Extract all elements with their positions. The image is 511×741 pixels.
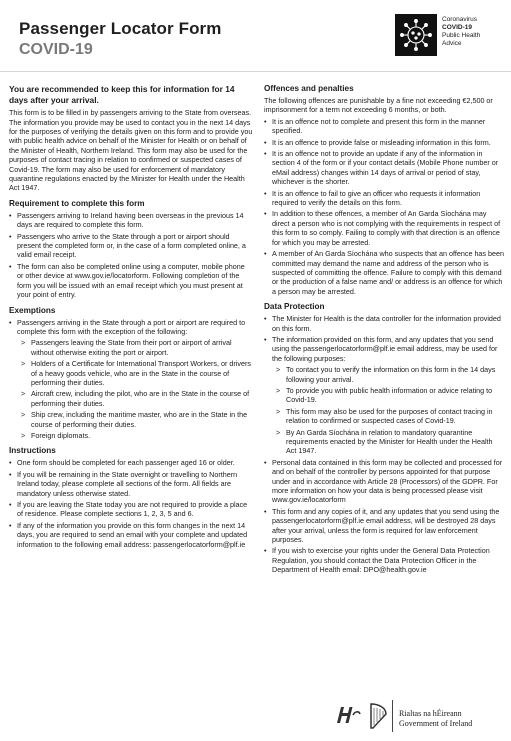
page-footer bbox=[0, 690, 511, 741]
list-item: • If you are leaving the State today you are not required to provide a place of residence. Please complete sections 1, 2, 3, 5 and 6. bbox=[9, 500, 253, 519]
list-item: > To contact you to verify the information on this form in the 14 days following your arrival. bbox=[272, 365, 504, 384]
list-item: • The form can also be completed online using a computer, mobile phone or other device at www.gov.ie/locatorform. Following completion of the form you will be issued with an email receipt which you must present at your point of entry. bbox=[9, 262, 253, 300]
gov-line-english: Government of Ireland bbox=[399, 719, 473, 728]
exemptions-heading: Exemptions bbox=[9, 305, 56, 315]
page-header bbox=[0, 0, 511, 72]
list-item: • It is an offence to fail to give an officer who requests it information required to verify the details on this form. bbox=[264, 189, 504, 208]
logo-line: Advice bbox=[442, 40, 462, 47]
list-item: • It is an offence not to provide an update if any of the information in section 4 of the form or if your contact details (Mobile Phone number or eMail address) changes within 14 days of arrival or period of stay, whichever is the shorter. bbox=[264, 149, 504, 187]
lead-statement: You are recommended to keep this for information for 14 days after your arrival. bbox=[9, 84, 235, 105]
instructions-list bbox=[9, 458, 253, 549]
exemptions-intro: Passengers arriving in the State through a port or airport are required to complete this form with the exception of the following: bbox=[17, 317, 246, 336]
list-item: • In addition to these offences, a member of An Garda Síochána may direct a person who is not complying with the requirements in respect of this form to so comply. Failing to comply with that direction is an offence for which you may be arrested. bbox=[264, 209, 504, 247]
list-item: > Foreign diplomats. bbox=[17, 431, 253, 440]
offences-heading: Offences and penalties bbox=[264, 84, 354, 93]
list-item: > Holders of a Certificate for International Transport Workers, or drivers of a heavy goods vehicle, who are in the State in the course of performing their duties. bbox=[17, 359, 253, 387]
list-item bbox=[264, 335, 504, 456]
list-item: • Passengers arriving to Ireland having been overseas in the previous 14 days are required to complete this form. bbox=[9, 211, 253, 230]
list-item: > To provide you with public health information or advice relating to Covid-19. bbox=[272, 386, 504, 405]
logo-line: Public Health bbox=[442, 32, 481, 39]
coronavirus-icon bbox=[395, 14, 437, 56]
page-subtitle: COVID-19 bbox=[19, 41, 93, 58]
list-item: • If you will be remaining in the State overnight or travelling to Northern Ireland today, please complete all sections of the form. All fields are mandatory unless otherwise stated. bbox=[9, 470, 253, 498]
intro-paragraph: This form is to be filled in by passengers arriving to the State from overseas. The information you provide may be used to contact you in the next 14 days for the purposes of verifying the details given on this form and to provide you with public health advice on behalf of the Minister for Health or on behalf of the Minister of Health, Northern Ireland. This form may also be used for the purposes of contact tracing in relation to confirmed or suspected cases of Covid-19. The form may also be used for enforcement of mandatory quarantine regulations enacted by the Minister for Health under the Health Act 1947. bbox=[9, 108, 253, 193]
list-item: > Passengers leaving the State from their port or airport of arrival without otherwise exiting the port or airport. bbox=[17, 338, 253, 357]
hse-logo bbox=[335, 705, 361, 730]
list-item: • It is an offence to provide false or misleading information in this form. bbox=[264, 138, 504, 147]
right-column bbox=[264, 84, 504, 577]
left-column bbox=[9, 84, 253, 551]
list-item: > By An Garda Síochána in relation to mandatory quarantine requirements enacted by the Minister for Health under the Health Act 1947. bbox=[272, 428, 504, 456]
offences-intro: The following offences are punishable by a fine not exceeding €2,500 or imprisonment for a term not exceeding 6 months, or both. bbox=[264, 96, 493, 115]
requirement-heading: Requirement to complete this form bbox=[9, 198, 145, 208]
list-item: • Passengers who arrive to the State through a port or airport should present the completed form or, in the case of a form completed online, a valid email receipt. bbox=[9, 232, 253, 260]
list-item: • It is an offence not to complete and present this form in the manner specified. bbox=[264, 117, 504, 136]
exemptions-sublist bbox=[17, 338, 253, 440]
footer-divider bbox=[392, 700, 393, 732]
harp-icon bbox=[367, 702, 389, 735]
page-title: Passenger Locator Form bbox=[19, 19, 222, 38]
list-item: • If any of the information you provide on this form changes in the next 14 days, you are required to send an email with your complete and updated information to the following email address: passengerlocatorform@plf.ie bbox=[9, 521, 253, 549]
list-item: > This form may also be used for the purposes of contact tracing in relation to confirmed or suspected cases of Covid-19. bbox=[272, 407, 504, 426]
list-item: • If you wish to exercise your rights under the General Data Protection Regulation, you should contact the Data Protection Officer in the Department of Health email: DPO@health.gov.ie bbox=[264, 546, 504, 574]
logo-line: Coronavirus bbox=[442, 16, 478, 23]
list-item: > Aircraft crew, including the pilot, who are in the State in the course of performing their duties. bbox=[17, 389, 253, 408]
data-protection-heading: Data Protection bbox=[264, 302, 325, 312]
list-item: • This form and any copies of it, and any updates that you send using the passengerlocatorform@plf.ie email address, will be destroyed 28 days after your arrival, unless the form is required for law enforcement purposes. bbox=[264, 507, 504, 545]
requirement-list bbox=[9, 211, 253, 300]
exemptions-list bbox=[9, 318, 253, 441]
list-item: • A member of An Garda Síochána who suspects that an offence has been committed may demand the name and address of the person who is suspected of committing the offence. Failure to comply with this demand or the production of a false name and/ or address is an offence for which a person may be arrested. bbox=[264, 249, 504, 296]
list-item: • Personal data contained in this form may be collected and processed for and on behalf of the controller by persons appointed for that purpose under and in accordance with Article 28 (Processors) of the GDPR. For more information on how your data is being processed please visit www.gov.ie/locatorform bbox=[264, 458, 504, 505]
instructions-heading: Instructions bbox=[9, 446, 56, 456]
logo-line: COVID-19 bbox=[442, 24, 472, 31]
logo-caption bbox=[442, 16, 480, 48]
list-item: • The Minister for Health is the data controller for the information provided on this form. bbox=[264, 314, 504, 333]
data-protection-list bbox=[264, 314, 504, 575]
gov-line-irish: Rialtas na hÉireann bbox=[399, 709, 462, 718]
list-item: • One form should be completed for each passenger aged 16 or older. bbox=[9, 458, 253, 467]
government-wordmark bbox=[399, 709, 472, 729]
purposes-sublist bbox=[272, 365, 504, 456]
list-item: > Ship crew, including the maritime master, who are in the State in the course of performing their duties. bbox=[17, 410, 253, 429]
offences-list bbox=[264, 117, 504, 296]
list-item bbox=[9, 318, 253, 441]
purposes-intro: The information provided on this form, and any updates that you send using the passengerlocatorform@plf.ie email address, may be used for the following purposes: bbox=[272, 334, 498, 363]
